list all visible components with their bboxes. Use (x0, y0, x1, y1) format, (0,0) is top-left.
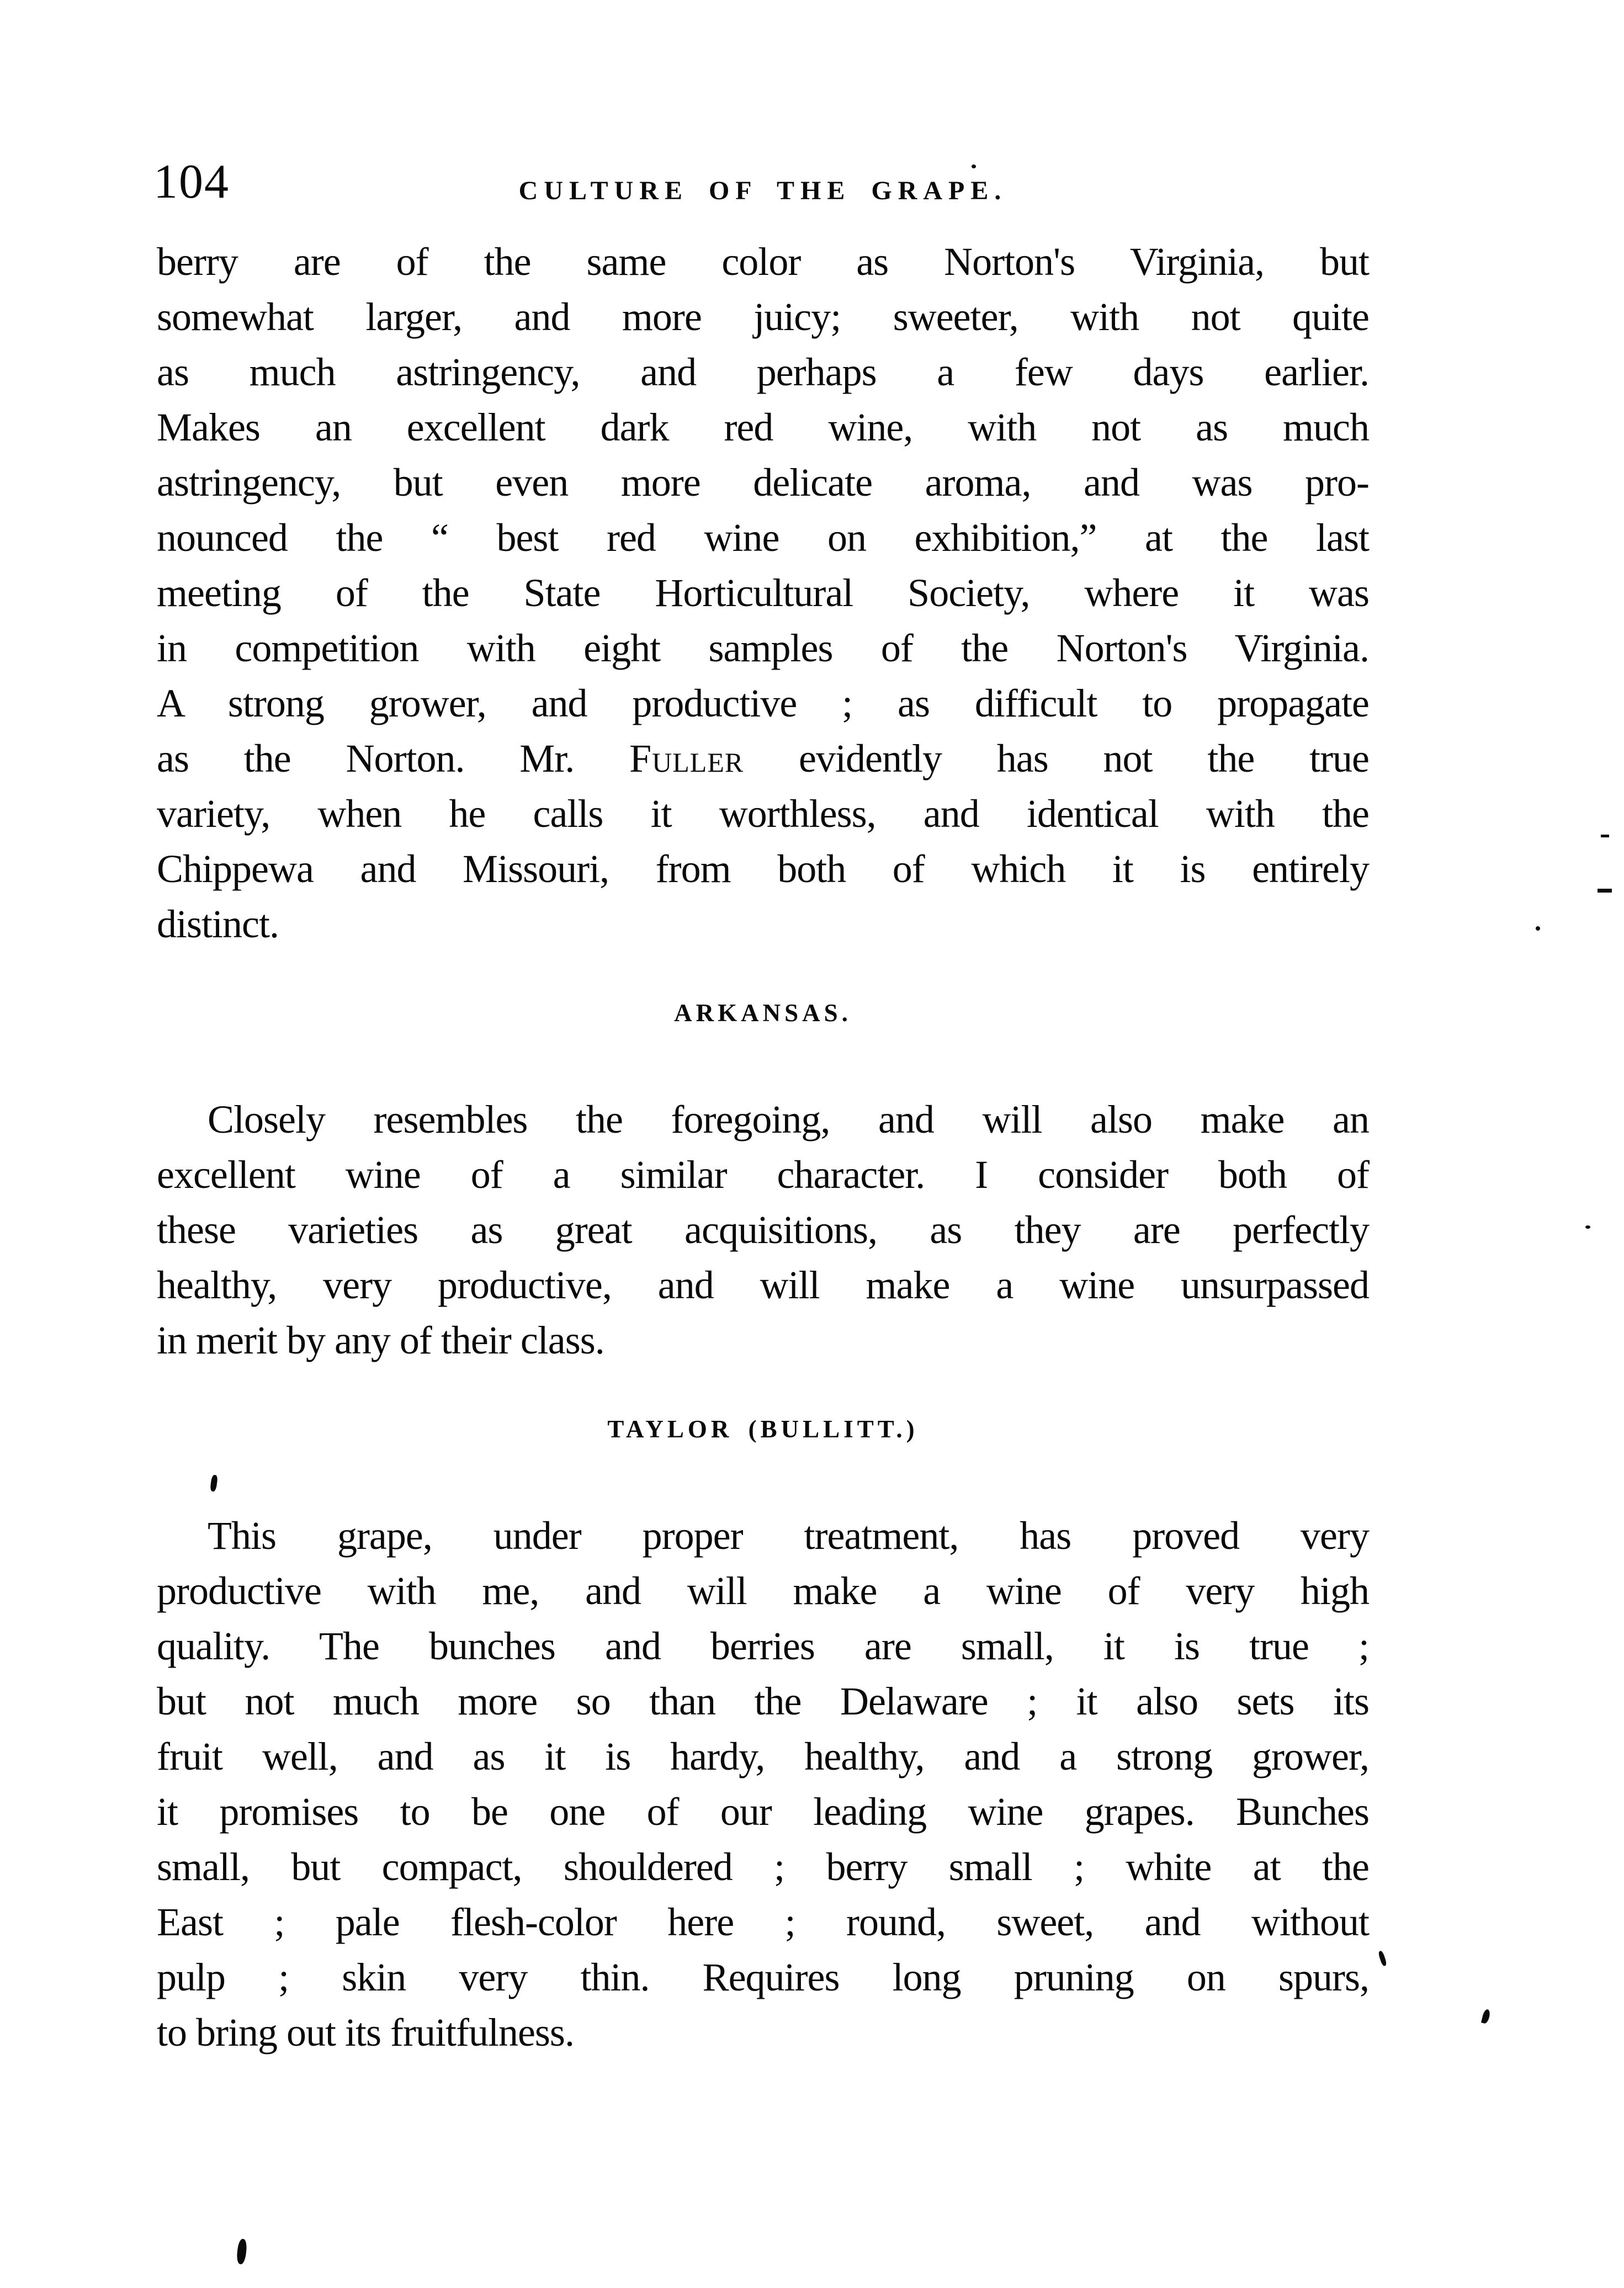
ink-artifact (1481, 2009, 1491, 2024)
text-segment: astringency, but even more delicate aroma, and was pro- (157, 460, 1369, 505)
text-line (157, 896, 1369, 952)
text-segment: pulp ; skin very thin. Requires long pruning on spurs, (157, 1955, 1369, 1999)
text-segment: excellent wine of a similar character. I consider both of (157, 1153, 1369, 1197)
running-head: CULTURE OF THE GRAPE. (518, 176, 1007, 205)
text-segment: meeting of the State Horticultural Society, where it was (157, 571, 1369, 615)
text-line (157, 676, 1369, 731)
text-segment: quality. The bunches and berries are small, it is true ; (157, 1624, 1369, 1668)
text-line (157, 1784, 1369, 1839)
text-segment: but not much more so than the Delaware ; it also sets its (157, 1679, 1369, 1723)
text-segment: variety, when he calls it worthless, and identical with the (157, 792, 1369, 836)
text-line (157, 1508, 1369, 1563)
text-segment: distinct. (157, 902, 279, 946)
text-line (157, 786, 1369, 841)
ink-artifact (1585, 1225, 1590, 1229)
text-line (157, 1202, 1369, 1257)
text-line (157, 841, 1369, 896)
ink-artifact (1598, 889, 1612, 893)
text-line (157, 1313, 1369, 1368)
text-line (157, 1839, 1369, 1894)
text-segment: in competition with eight samples of the Norton's Virginia. (157, 626, 1369, 670)
ink-artifact (1536, 926, 1540, 931)
text-segment: as much astringency, and perhaps a few days earlier. (157, 350, 1369, 394)
text-line (157, 1618, 1369, 1674)
text-segment: Chippewa and Missouri, from both of which it is entirely (157, 847, 1369, 891)
ink-artifact (1378, 1950, 1387, 1966)
paragraph (157, 1508, 1369, 2060)
text-segment: fruit well, and as it is hardy, healthy, and a strong grower, (157, 1734, 1369, 1779)
text-segment: somewhat larger, and more juicy; sweeter, with not quite (157, 295, 1369, 339)
text-line (157, 731, 1369, 786)
text-segment: East ; pale flesh-color here ; round, sweet, and without (157, 1900, 1369, 1944)
text-line (157, 1147, 1369, 1202)
ink-artifact (972, 164, 976, 168)
text-line (157, 455, 1369, 510)
text-line (157, 1092, 1369, 1147)
text-segment: This grape, under proper treatment, has proved very (208, 1514, 1369, 1558)
text-line (157, 289, 1369, 344)
text-line (157, 344, 1369, 400)
text-line (157, 1257, 1369, 1313)
paragraph (157, 234, 1369, 952)
section-heading: TAYLOR (BULLITT.) (607, 1415, 919, 1443)
text-segment: healthy, very productive, and will make a wine unsurpassed (157, 1263, 1369, 1307)
paragraph (157, 1092, 1369, 1368)
text-line (157, 1674, 1369, 1729)
text-line (157, 565, 1369, 620)
ink-artifact (1601, 835, 1609, 837)
text-segment: these varieties as great acquisitions, as they are perfectly (157, 1208, 1369, 1252)
text-segment: berry are of the same color as Norton's Virginia, but (157, 240, 1369, 284)
text-line (157, 510, 1369, 565)
text-line (157, 2005, 1369, 2060)
text-line (157, 1950, 1369, 2005)
section-heading: ARKANSAS. (674, 999, 852, 1027)
text-line (157, 234, 1369, 289)
text-segment: Closely resembles the foregoing, and will also make an (208, 1097, 1369, 1142)
text-segment: productive with me, and will make a wine of very high (157, 1569, 1369, 1613)
text-segment: nounced the “ best red wine on exhibition,” at the last (157, 516, 1369, 560)
page-body-text (157, 234, 1369, 2060)
text-line (157, 400, 1369, 455)
small-caps-text: Fuller (629, 736, 744, 781)
text-segment: small, but compact, shouldered ; berry small ; white at the (157, 1845, 1369, 1889)
text-segment: Makes an excellent dark red wine, with not as much (157, 405, 1369, 449)
page-number: 104 (153, 155, 230, 209)
text-segment: as the Norton. Mr. (157, 736, 630, 781)
text-segment: A strong grower, and productive ; as difficult to propagate (157, 681, 1369, 725)
text-line (157, 1894, 1369, 1950)
text-segment: in merit by any of their class. (157, 1318, 604, 1362)
ink-artifact (236, 2238, 248, 2264)
text-segment: to bring out its fruitfulness. (157, 2010, 574, 2055)
text-line (157, 1729, 1369, 1784)
text-segment: evidently has not the true (744, 736, 1370, 781)
text-segment: it promises to be one of our leading wine grapes. Bunches (157, 1790, 1369, 1834)
text-line (157, 1563, 1369, 1618)
text-line (157, 620, 1369, 676)
